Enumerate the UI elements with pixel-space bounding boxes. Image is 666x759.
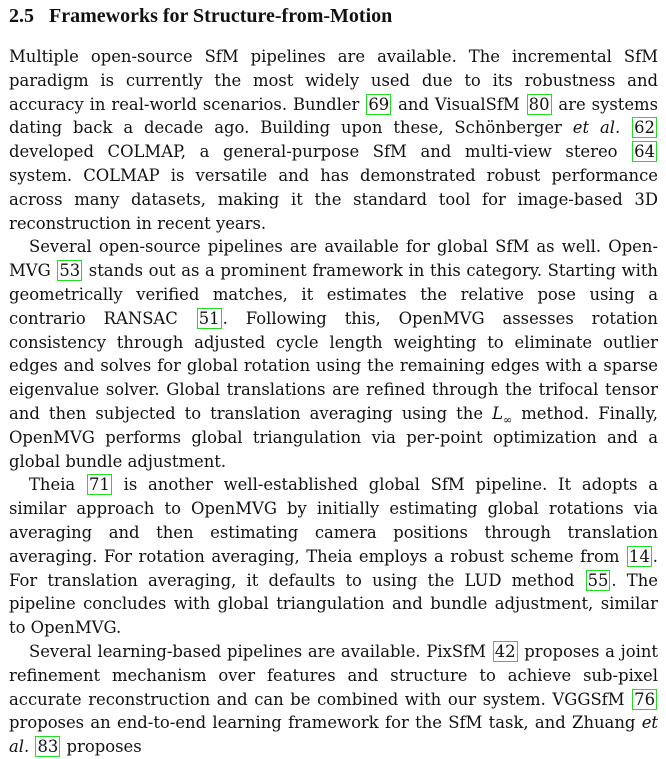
section-number: 2.5 <box>9 5 34 27</box>
text-run: . For translation averaging, it defaults to using the LUD method <box>9 546 658 590</box>
text-run: Multiple open-source SfM pipelines are available. The incremental SfM paradigm is currently the most widely used due to its robustness and accuracy in real-world scenarios. Bundler <box>9 47 658 114</box>
citation-link[interactable]: 69 <box>368 94 390 114</box>
paragraph <box>9 473 658 640</box>
text-run: method. Finally, OpenMVG performs global triangulation via per-point optimization and a global bundle adjustment. <box>9 403 658 471</box>
paragraph <box>9 640 658 759</box>
citation-link[interactable]: 53 <box>59 261 81 281</box>
section-heading <box>9 4 658 28</box>
citation-link[interactable]: 80 <box>528 94 550 114</box>
text-run <box>29 737 34 756</box>
citation-link[interactable]: 83 <box>37 737 59 757</box>
text-run: Theia <box>29 475 86 495</box>
citation-link[interactable]: 62 <box>634 118 655 138</box>
paragraph <box>9 235 658 473</box>
text-run: system. COLMAP is versatile and has demonstrated robust performance across many datasets, making it the standard tool for image-based 3D reconstruction in recent years. <box>9 165 658 233</box>
text-run: stands out as a prominent framework in this category. Starting with geometrically verified matches, it estimates the relative pose using a contrario RANSAC <box>9 261 658 328</box>
text-run: Several learning-based pipelines are available. PixSfM <box>29 641 492 661</box>
italic-text: et al. <box>572 118 621 138</box>
citation-link[interactable]: 64 <box>634 142 655 162</box>
italic-text: et al. <box>9 713 658 757</box>
text-run: is another well-established global SfM pipeline. It adopts a similar approach to OpenMVG by initially estimating global rotations via averaging and then estimating camera positions through translation averaging. For rotation averaging, Theia employs a robust scheme from <box>9 475 659 566</box>
citation-link[interactable]: 71 <box>88 475 110 495</box>
citation-link[interactable]: 42 <box>494 641 516 661</box>
paragraph <box>9 45 658 235</box>
text-run: . The pipeline concludes with global triangulation and bundle adjustment, similar to OpenMVG. <box>9 570 658 638</box>
math-symbol: L <box>492 403 503 423</box>
citation-link[interactable]: 76 <box>634 689 655 709</box>
citation-link[interactable]: 51 <box>198 308 220 328</box>
text-run: proposes a joint refinement mechanism over features and structure to achieve sub-pixel accurate reconstruction and can be combined with our system. VGGSfM <box>9 641 658 709</box>
text-run: and VisualSfM <box>392 94 526 114</box>
citation-link[interactable]: 55 <box>587 570 609 590</box>
text-run: are systems dating back a decade ago. Building upon these, Schönberger <box>9 94 658 138</box>
text-run: proposes <box>61 737 142 757</box>
math-expression <box>492 403 513 427</box>
text-run: Several open-source pipelines are available for global SfM as well. OpenMVG <box>9 237 658 281</box>
citation-link[interactable]: 14 <box>628 546 650 566</box>
text-run: proposes an end-to-end learning framework for the SfM task, and Zhuang <box>9 713 642 733</box>
math-subscript: ∞ <box>503 413 513 427</box>
section-title: Frameworks for Structure-from-Motion <box>49 5 393 27</box>
text-run: developed COLMAP, a general-purpose SfM and multi-view stereo <box>9 142 632 162</box>
text-run <box>620 118 631 137</box>
text-run: . Following this, OpenMVG assesses rotation consistency through adjusted cycle length weighting to eliminate outlier edges and solves for global rotation using the remaining edges with a sparse eigenvalue solver. Global translations are refined through the trifocal tensor and then subjected to translation averaging using the <box>9 308 658 423</box>
